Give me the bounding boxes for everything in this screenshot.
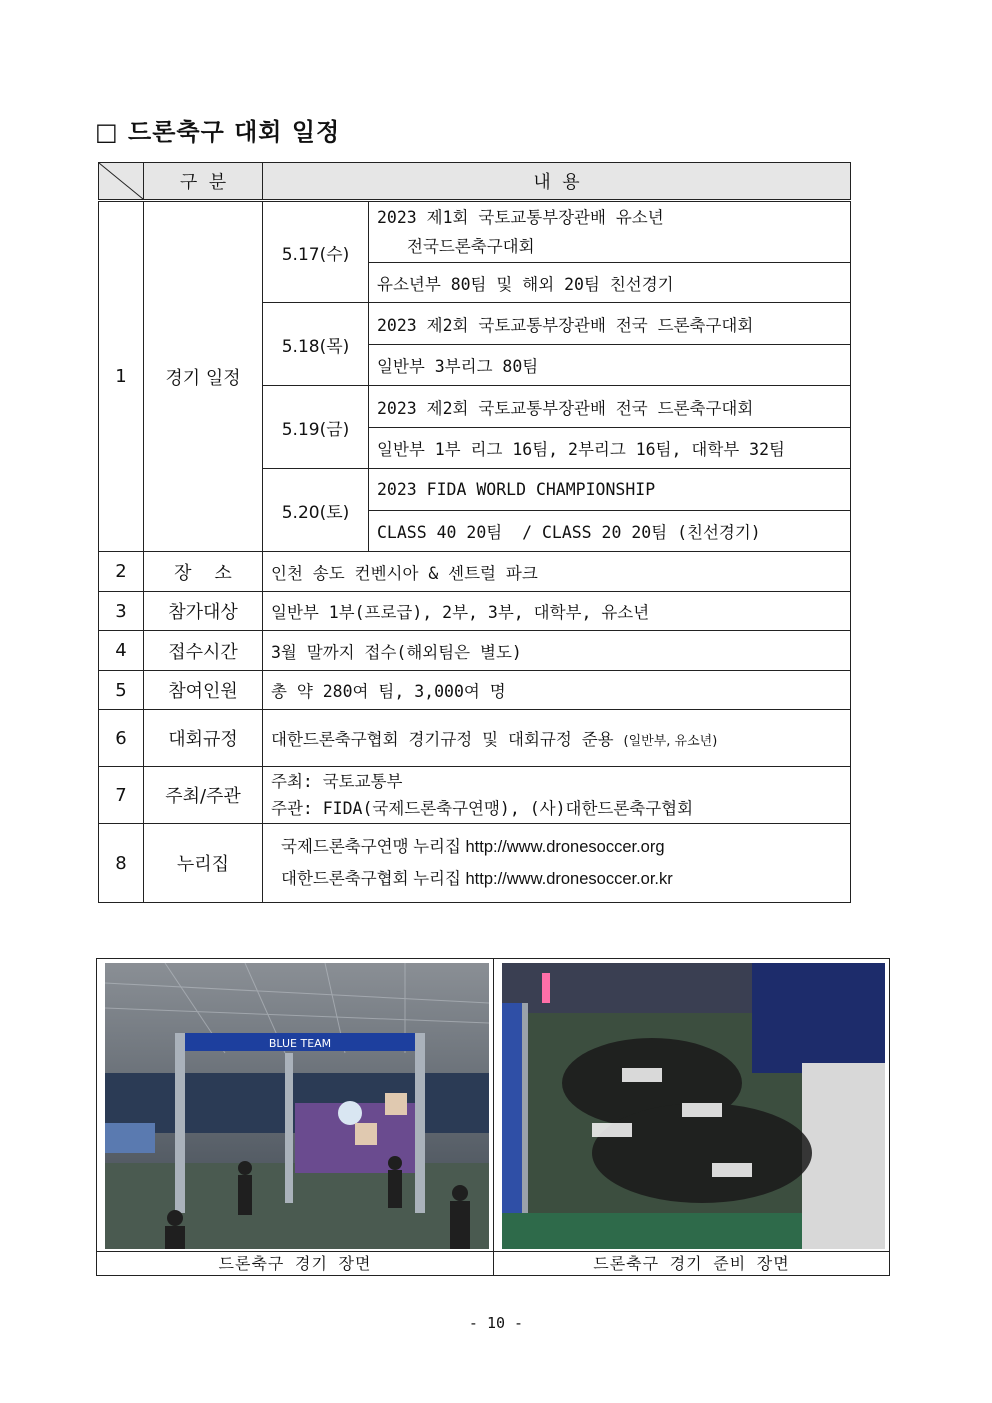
row-number: 7 — [99, 767, 144, 824]
website-link[interactable]: 대한드론축구협회 누리집 http://www.dronesoccer.or.kr — [281, 870, 673, 888]
rules-text: 대한드론축구협회 경기규정 및 대회규정 준용 — [271, 730, 614, 749]
row-category: 누리집 — [144, 824, 263, 903]
schedule-event: 2023 제2회 국토교통부장관배 전국 드론축구대회 — [369, 386, 851, 428]
header-content: 내 용 — [263, 163, 851, 201]
row-content — [263, 710, 851, 767]
schedule-date: 5.18(목) — [263, 303, 369, 386]
row-category: 주최/주관 — [144, 767, 263, 824]
schedule-detail: 유소년부 80팀 및 해외 20팀 친선경기 — [369, 263, 851, 303]
row-category: 경기 일정 — [144, 201, 263, 552]
row-category: 장 소 — [144, 552, 263, 592]
row-number: 4 — [99, 631, 144, 671]
schedule-date: 5.17(수) — [263, 201, 369, 303]
rules-note: (일반부, 유소년) — [623, 734, 718, 749]
schedule-detail: 일반부 3부리그 80팀 — [369, 345, 851, 386]
photo-caption: 드론축구 경기 장면 — [218, 1254, 372, 1273]
schedule-event-line-cont: 전국드론축구대회 — [407, 237, 535, 256]
table-row — [99, 671, 851, 710]
table-row — [99, 592, 851, 631]
photo-panel — [96, 958, 890, 1276]
table-row — [99, 201, 851, 263]
row-number: 8 — [99, 824, 144, 903]
schedule-date: 5.19(금) — [263, 386, 369, 469]
row-number: 3 — [99, 592, 144, 631]
row-category: 참여인원 — [144, 671, 263, 710]
schedule-event — [369, 201, 851, 263]
schedule-detail: CLASS 40 20팀 / CLASS 20 20팀 (친선경기) — [369, 511, 851, 552]
match-scene-photo — [105, 963, 489, 1249]
table-row — [99, 767, 851, 824]
page-number: - 10 - — [468, 1314, 524, 1332]
row-content: 인천 송도 컨벤시아 & 센트럴 파크 — [263, 552, 851, 592]
schedule-event: 2023 제2회 국토교통부장관배 전국 드론축구대회 — [369, 303, 851, 345]
schedule-date: 5.20(토) — [263, 469, 369, 552]
row-content — [263, 824, 851, 903]
row-number: 5 — [99, 671, 144, 710]
row-content: 일반부 1부(프로급), 2부, 3부, 대학부, 유소년 — [263, 592, 851, 631]
table-row — [99, 710, 851, 767]
schedule-event: 2023 FIDA WORLD CHAMPIONSHIP — [369, 469, 851, 511]
row-category: 접수시간 — [144, 631, 263, 671]
row-category: 대회규정 — [144, 710, 263, 767]
row-content — [263, 767, 851, 824]
row-number: 2 — [99, 552, 144, 592]
photo-divider — [493, 959, 494, 1275]
header-category: 구 분 — [144, 163, 263, 201]
row-category: 참가대상 — [144, 592, 263, 631]
host-line: 주최: 국토교통부 — [271, 772, 403, 791]
schedule-table — [98, 162, 851, 903]
table-row — [99, 824, 851, 903]
row-content: 3월 말까지 접수(해외팀은 별도) — [263, 631, 851, 671]
table-row — [99, 552, 851, 592]
table-header-row — [99, 163, 851, 201]
row-number: 1 — [99, 201, 144, 552]
row-number: 6 — [99, 710, 144, 767]
banner-text: BLUE TEAM — [268, 1037, 332, 1050]
diagonal-header-cell — [99, 163, 144, 201]
row-content: 총 약 280여 팀, 3,000여 명 — [263, 671, 851, 710]
website-link[interactable]: 국제드론축구연맹 누리집 http://www.dronesoccer.org — [281, 838, 665, 856]
table-row — [99, 631, 851, 671]
organizer-line: 주관: FIDA(국제드론축구연맹), (사)대한드론축구협회 — [271, 799, 694, 818]
preparation-scene-photo — [502, 963, 885, 1249]
schedule-detail: 일반부 1부 리그 16팀, 2부리그 16팀, 대학부 32팀 — [369, 428, 851, 469]
page-title: □ 드론축구 대회 일정 — [95, 118, 341, 146]
photo-caption: 드론축구 경기 준비 장면 — [593, 1254, 790, 1273]
schedule-event-line: 2023 제1회 국토교통부장관배 유소년 — [377, 208, 664, 227]
